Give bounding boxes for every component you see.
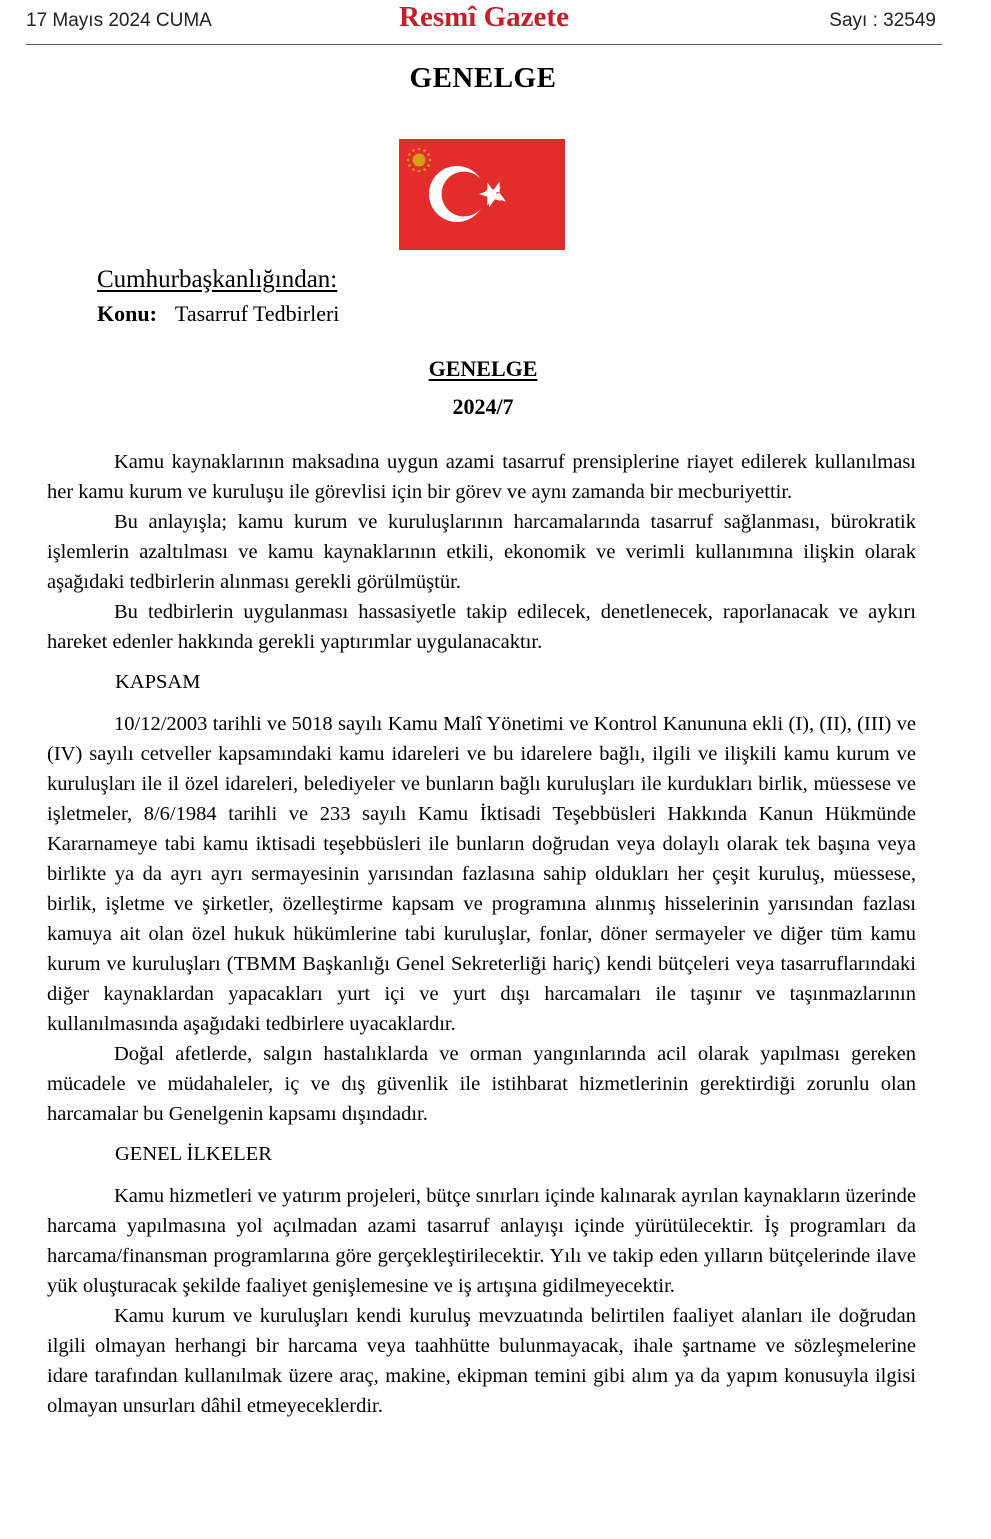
section-heading-scope: KAPSAM bbox=[115, 671, 201, 693]
section-heading-general-principles: GENEL İLKELER bbox=[115, 1143, 272, 1165]
paragraph-scope-1: 10/12/2003 tarihli ve 5018 sayılı Kamu Malî Yönetimi ve Kontrol Kanununa ekli (I), (II), (III) ve (IV) sayılı cetveller kapsamındaki kamu idareleri ve bu idarelere bağlı, ilgili ve ilişkili kamu kurum ve kuruluşları ile il özel idareleri, belediyeler ve bunların bağlı kuruluşları ile kurdukları birlik, müessese ve işletmeler, 8/6/1984 tarihli ve 233 sayılı Kamu İktisadi Teşebbüsleri Hakkında Kanun Hükmünde Kararnameye tabi kamu iktisadi teşebbüsleri ile bunların doğrudan veya dolaylı olarak tek başına veya birlikte ya da ayrı ayrı sermayesinin yarısından fazlasına sahip oldukları her çeşit kuruluş, müessese, birlik, işletme ve şirketler, özelleştirme kapsam ve programına alınmış hisselerinin yarısından fazlası kamuya ait olan özel hukuk hükümlerine tabi kuruluşlar, fonlar, döner sermayeler ve diğer tüm kamu kurum ve kuruluşları (TBMM Başkanlığı Genel Sekreterliği hariç) kendi bütçeleri veya tasarruflarındaki diğer kaynaklardan yapacakları yurt içi ve yurt dışı harcamaları ile taşınır ve taşınmazlarının kullanılmasında aşağıdaki tedbirlere uyacaklardır. bbox=[47, 713, 916, 1035]
paragraph-scope-2: Doğal afetlerde, salgın hastalıklarda ve orman yangınlarında acil olarak yapılması gereken mücadele ve müdahaleler, iç ve dış güvenlik ile istihbarat hizmetlerinin gerektirdiği zorunlu olan harcamalar bu Genelgenin kapsamı dışındadır. bbox=[47, 1043, 916, 1125]
circular-number: 2024/7 bbox=[452, 394, 514, 419]
subject-line bbox=[97, 301, 339, 327]
paragraph-intro-2: Bu anlayışla; kamu kurum ve kuruluşlarının harcamalarında tasarruf sağlanması, bürokratik işlemlerin azaltılması ve kamu kaynaklarının etkili, ekonomik ve verimli kullanımına ilişkin olarak aşağıdaki tedbirlerin alınması gerekli görülmüştür. bbox=[47, 511, 916, 593]
publication-date: 17 Mayıs 2024 CUMA bbox=[26, 10, 212, 31]
turkish-flag-icon bbox=[399, 139, 565, 250]
subject-value: Tasarruf Tedbirleri bbox=[174, 301, 340, 326]
gazette-title: Resmî Gazete bbox=[399, 1, 569, 33]
subject-label: Konu: bbox=[97, 301, 157, 326]
paragraph-intro-1: Kamu kaynaklarının maksadına uygun azami tasarruf prensiplerine riayet edilerek kullanılması her kamu kurum ve kuruluşu ile görevlisi için bir görev ve aynı zamanda bir mecburiyettir. bbox=[47, 451, 916, 503]
issue-number: Sayı : 32549 bbox=[829, 10, 936, 31]
paragraph-principles-1: Kamu hizmetleri ve yatırım projeleri, bütçe sınırları içinde kalınarak ayrılan kaynakların üzerinde harcama yapılmasına yol açılmadan azami tasarruf anlayışı içinde yürütülecektir. İş programları da harcama/finansman programlarına göre gerçekleştirilecektir. Yılı ve takip eden yılların bütçelerinde ilave yük oluşturacak şekilde faaliyet genişlemesine ve iş artışına gidilmeyecektir. bbox=[47, 1185, 916, 1297]
issuing-authority: Cumhurbaşkanlığından: bbox=[97, 266, 338, 293]
paragraph-principles-2: Kamu kurum ve kuruluşları kendi kuruluş mevzuatında belirtilen faaliyet alanları ile doğrudan ilgili olmayan herhangi bir harcama veya taahhütte bulunmayacak, ihale şartname ve sözleşmelerine idare tarafından kullanılmak üzere araç, makine, ekipman temini gibi alım ya da yapım konusuyla ilgisi olmayan unsurları dâhil etmeyeceklerdir. bbox=[47, 1305, 916, 1417]
paragraph-intro-3: Bu tedbirlerin uygulanması hassasiyetle takip edilecek, denetlenecek, raporlanacak ve aykırı hareket edenler hakkında gerekli yaptırımlar uygulanacaktır. bbox=[47, 601, 916, 653]
circular-body bbox=[47, 447, 916, 1421]
document-type-heading: GENELGE bbox=[409, 62, 557, 94]
circular-title: GENELGE bbox=[428, 356, 538, 381]
gazette-header bbox=[26, 0, 942, 45]
